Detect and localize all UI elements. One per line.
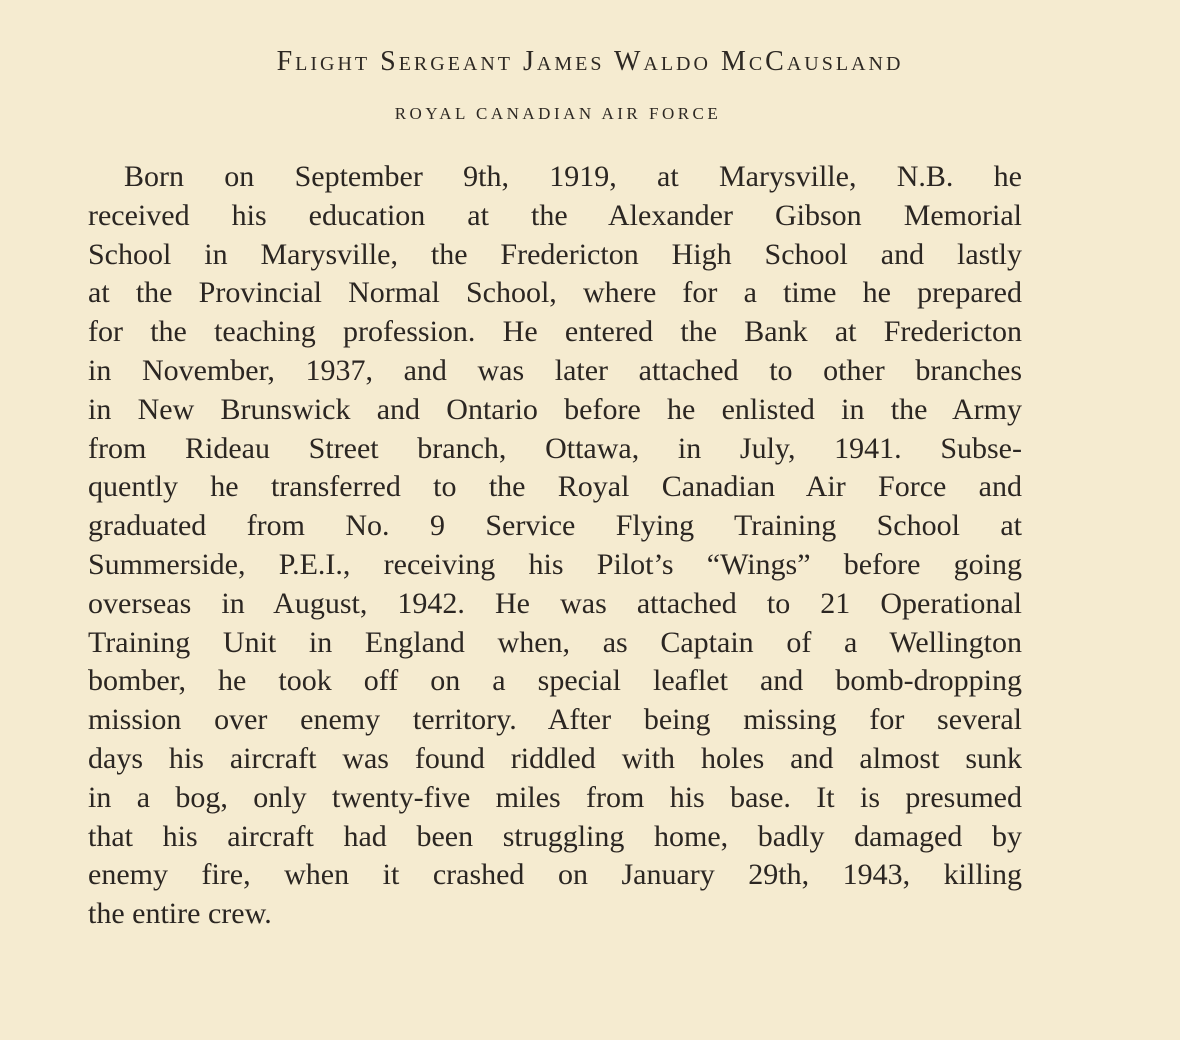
page-subtitle: ROYAL CANADIAN AIR FORCE (394, 104, 722, 123)
paragraph-line: in November, 1937, and was later attached to other branches (88, 353, 1022, 387)
biography-paragraph (88, 158, 1022, 934)
paragraph-line: bomber, he took off on a special leaflet and bomb-dropping (88, 664, 1022, 698)
paragraph-line: School in Marysville, the Fredericton High School and lastly (88, 237, 1022, 271)
paragraph-line: received his education at the Alexander Gibson Memorial (88, 198, 1022, 232)
paragraph-line: Born on September 9th, 1919, at Marysville, N.B. he (124, 160, 1022, 193)
paragraph-line: for the teaching profession. He entered the Bank at Fredericton (88, 315, 1022, 349)
paragraph-line: enemy fire, when it crashed on January 29th, 1943, killing (88, 858, 1022, 892)
paragraph-line: from Rideau Street branch, Ottawa, in July, 1941. Subse- (88, 431, 1022, 465)
paragraph-line: at the Provincial Normal School, where for a time he prepared (88, 276, 1022, 310)
page-title: Flight Sergeant James Waldo McCausland (276, 46, 904, 77)
paragraph-line: quently he transferred to the Royal Canadian Air Force and (88, 470, 1022, 504)
paragraph-line: Training Unit in England when, as Captain of a Wellington (88, 625, 1022, 659)
paragraph-line: in a bog, only twenty-five miles from his base. It is presumed (88, 780, 1022, 814)
paragraph-line: that his aircraft had been struggling home, badly damaged by (88, 819, 1022, 853)
paragraph-line: mission over enemy territory. After being missing for several (88, 703, 1022, 737)
paragraph-line: in New Brunswick and Ontario before he enlisted in the Army (88, 392, 1022, 426)
paragraph-line: overseas in August, 1942. He was attached to 21 Operational (88, 586, 1022, 620)
paragraph-line: days his aircraft was found riddled with holes and almost sunk (88, 741, 1022, 775)
paragraph-line: the entire crew. (88, 897, 272, 931)
paragraph-line: Summerside, P.E.I., receiving his Pilot’s “Wings” before going (88, 547, 1022, 581)
paragraph-line: graduated from No. 9 Service Flying Training School at (88, 509, 1022, 543)
